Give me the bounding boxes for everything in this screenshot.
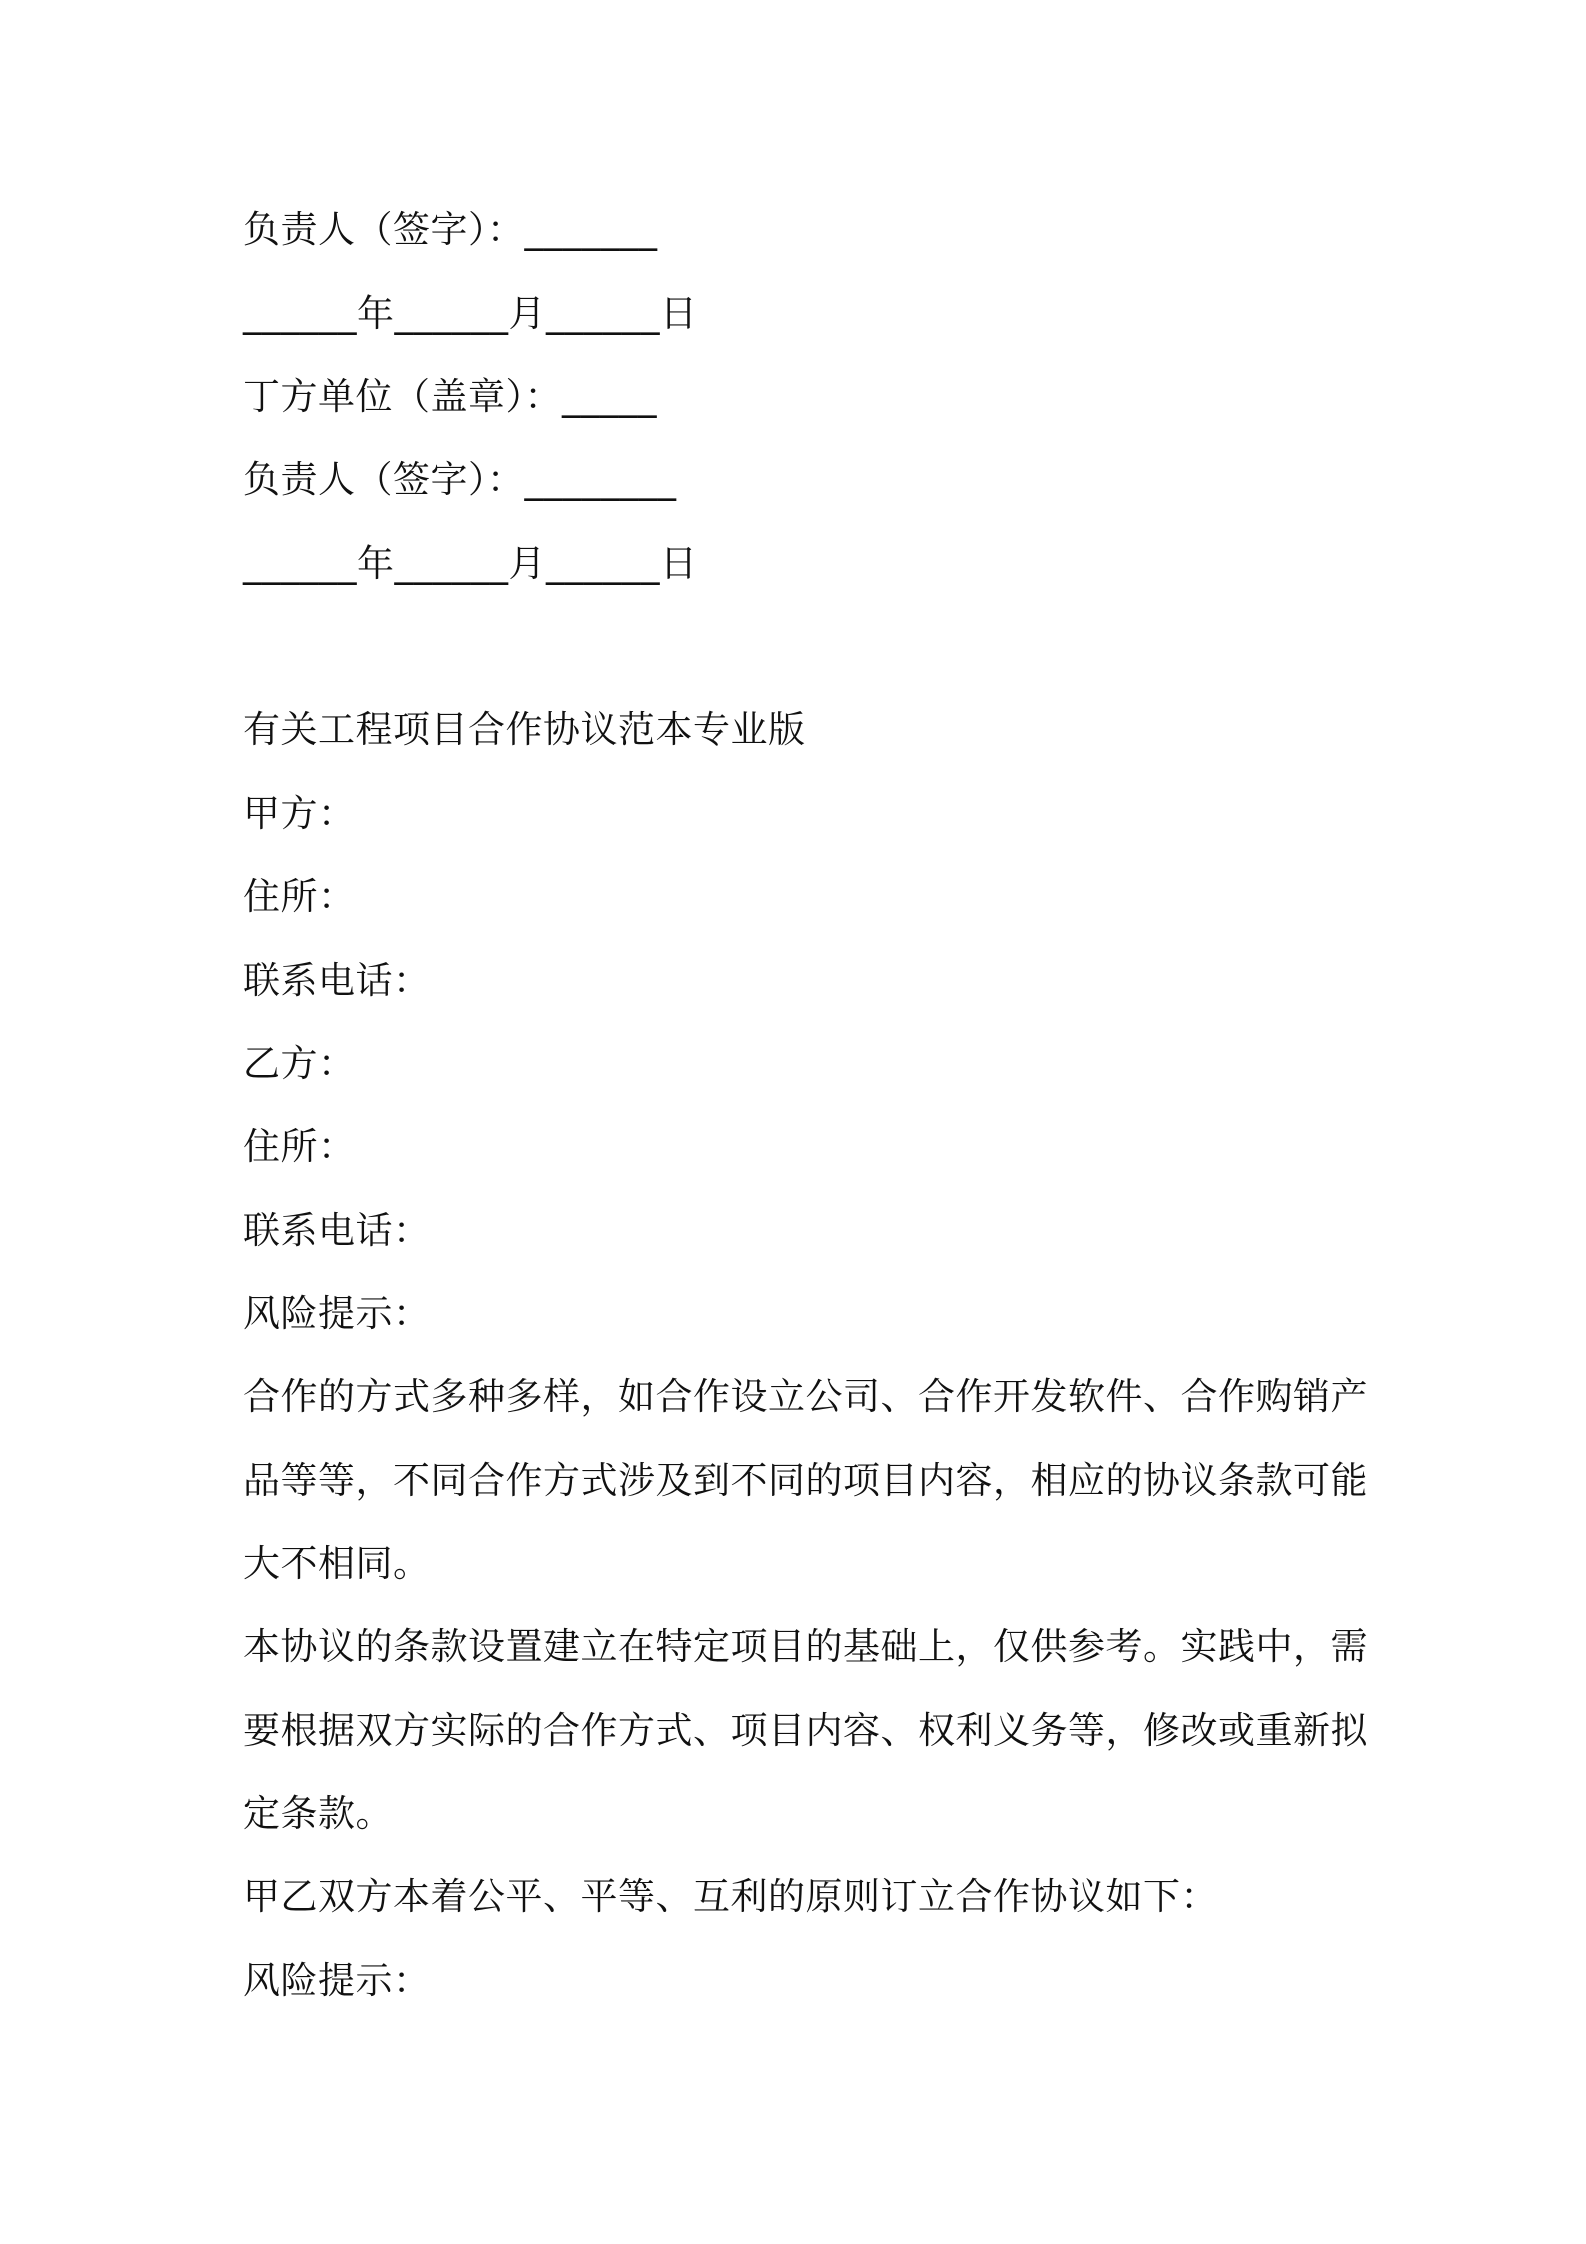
signature-line: 丁方单位（盖章）：_____ <box>243 375 657 418</box>
date-line: ______年______月______日 <box>243 542 698 585</box>
text-line: 风险提示： <box>243 1292 431 1335</box>
text-line: 联系电话： <box>243 959 431 1002</box>
text-line: 合作的方式多种多样，如合作设立公司、合作开发软件、合作购销产 <box>243 1375 1368 1418</box>
text-line: 联系电话： <box>243 1209 431 1252</box>
text-line: 甲乙双方本着公平、平等、互利的原则订立合作协议如下： <box>243 1875 1218 1918</box>
text-line: 甲方： <box>243 792 356 835</box>
text-line: 要根据双方实际的合作方式、项目内容、权利义务等，修改或重新拟 <box>243 1709 1368 1752</box>
text-line: 住所： <box>243 1125 356 1168</box>
text-line: 品等等，不同合作方式涉及到不同的项目内容，相应的协议条款可能 <box>243 1459 1368 1502</box>
text-line: 本协议的条款设置建立在特定项目的基础上，仅供参考。实践中，需 <box>243 1625 1368 1668</box>
text-line: 定条款。 <box>243 1792 393 1835</box>
date-line: ______年______月______日 <box>243 292 698 335</box>
signature-line: 负责人（签字）：________ <box>243 458 677 501</box>
text-line: 大不相同。 <box>243 1542 431 1585</box>
signature-line: 负责人（签字）：_______ <box>243 208 658 251</box>
text-line: 乙方： <box>243 1042 356 1085</box>
text-line: 风险提示： <box>243 1959 431 2002</box>
text-line: 住所： <box>243 875 356 918</box>
document-title: 有关工程项目合作协议范本专业版 <box>243 708 806 751</box>
